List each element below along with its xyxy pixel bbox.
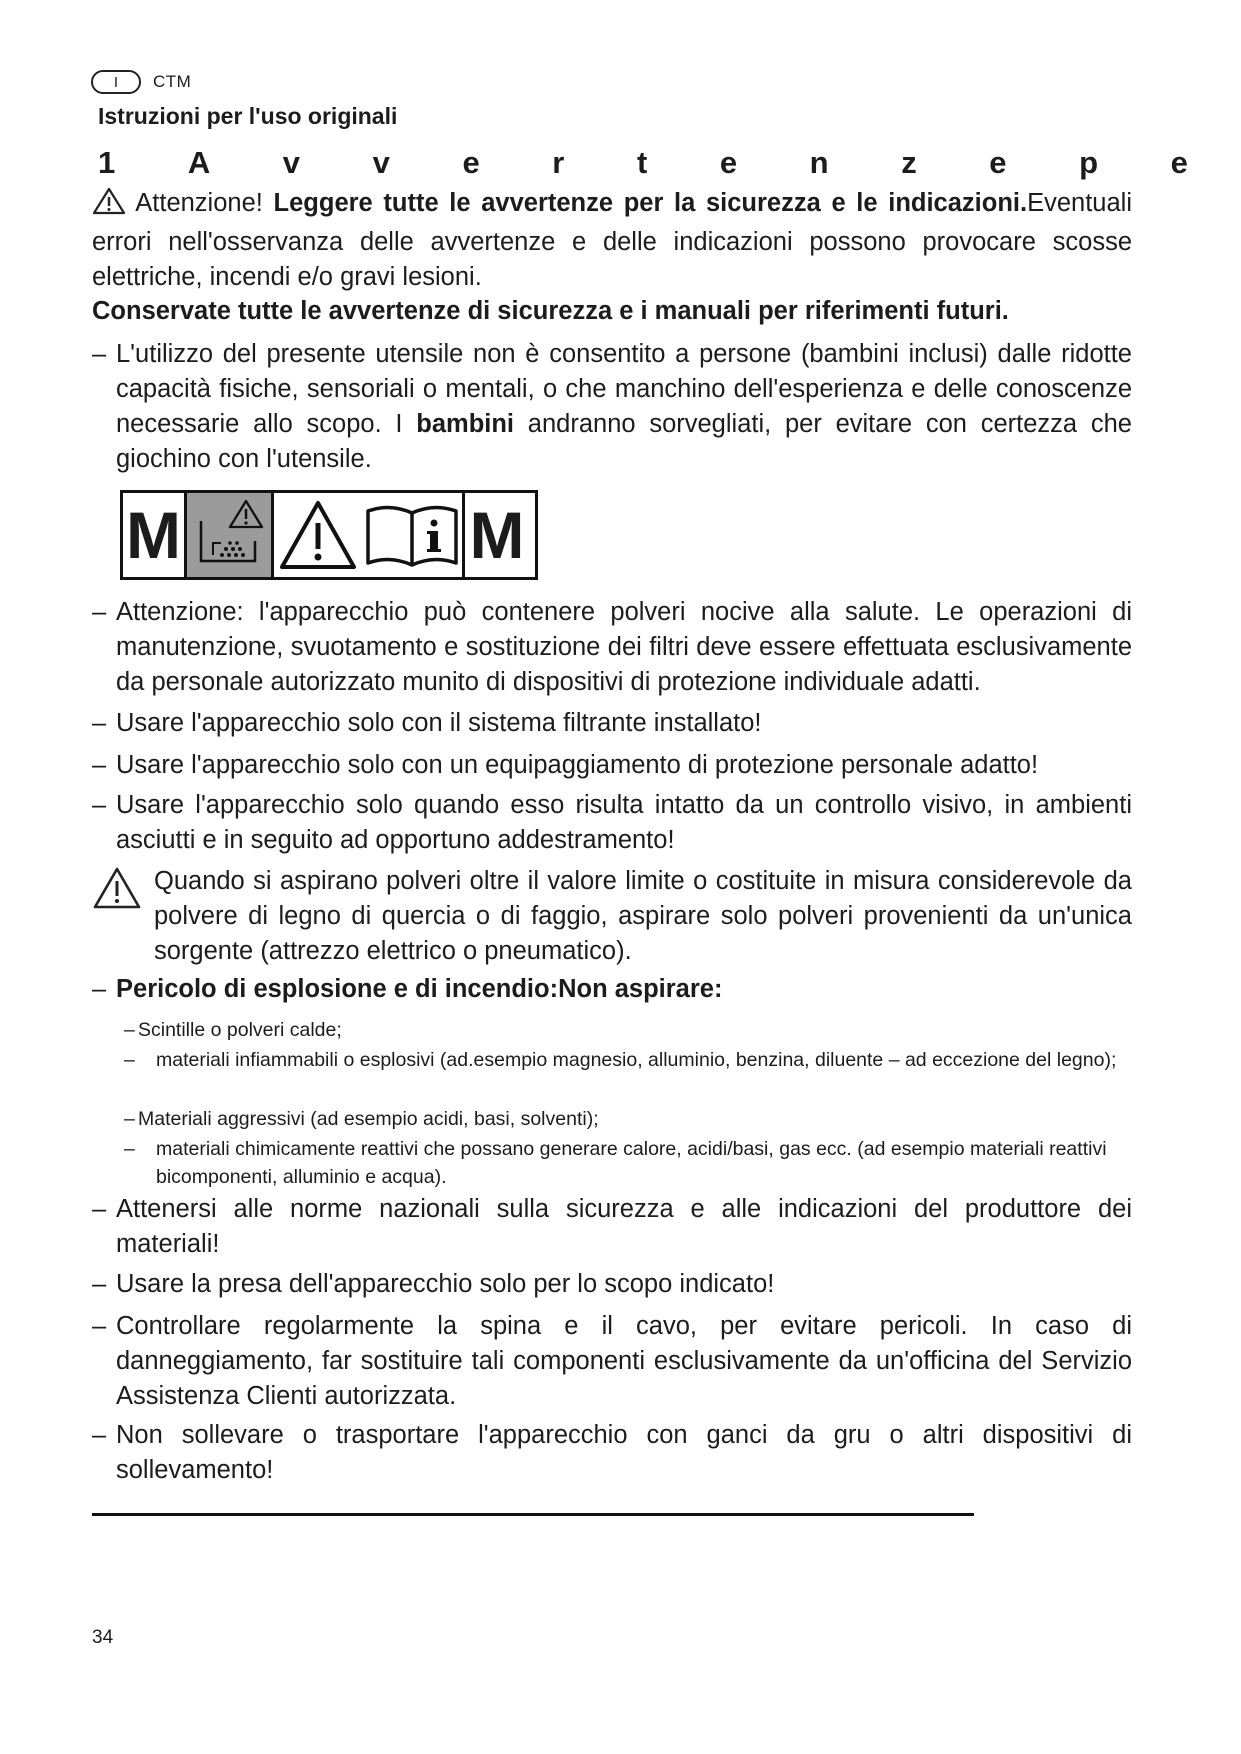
- list-dash: –: [124, 1108, 135, 1130]
- chapter-letter: e: [719, 145, 738, 180]
- dust-class-label: M: [469, 498, 525, 572]
- list-item: [92, 337, 1132, 477]
- chapter-heading: [98, 143, 1188, 183]
- page-number: 34: [92, 1627, 114, 1648]
- intro-warning: [92, 186, 1132, 295]
- sub-item-text: materiali chimicamente reattivi che possano generare calore, acidi/basi, gas ecc. (ad esempio materiali reattivi bicomponenti, alluminio e acqua).: [156, 1138, 1107, 1188]
- dust-container-icon: [187, 493, 274, 577]
- list-dash: –: [124, 1019, 135, 1041]
- list-item: [92, 706, 1132, 741]
- intro-text: Eventuali errori nell'osservanza delle avvertenze e delle indicazioni possono provocare scosse elettriche, incendi e/o gravi lesioni.: [92, 189, 1132, 291]
- model-name: CTM: [153, 72, 192, 91]
- list-dash: –: [92, 751, 107, 779]
- list-dash: –: [92, 1312, 107, 1340]
- item-text: Usare l'apparecchio solo quando esso risulta intatto da un controllo visivo, in ambienti asciutti e in seguito ad opportuno addestramento!: [116, 791, 1132, 854]
- safety-symbols-strip: [120, 490, 538, 580]
- warning-triangle-icon: [274, 493, 362, 577]
- sub-list-item: [124, 1105, 1134, 1133]
- list-item: [92, 1309, 1132, 1414]
- chapter-letter: 1: [98, 145, 116, 180]
- item-text: Controllare regolarmente la spina e il cavo, per evitare pericoli. In caso di danneggiamento, far sostituire tali componenti esclusivamente da un'officina del Servizio Assistenza Clienti autorizzata.: [116, 1312, 1132, 1410]
- chapter-letter: e: [1170, 145, 1188, 180]
- chapter-letter: z: [901, 145, 917, 180]
- item-text: Usare la presa dell'apparecchio solo per lo scopo indicato!: [116, 1270, 775, 1298]
- item-text: Non sollevare o trasportare l'apparecchio con ganci da gru o altri dispositivi di sollevamento!: [116, 1421, 1132, 1484]
- list-item: [92, 595, 1132, 700]
- list-dash: –: [124, 1138, 135, 1160]
- sub-item-text: materiali infiammabili o esplosivi (ad.esempio magnesio, alluminio, benzina, diluente – ad eccezione del legno);: [156, 1049, 1117, 1071]
- country-label: [91, 70, 191, 94]
- chapter-letter: e: [462, 145, 480, 180]
- item-text: Usare l'apparecchio solo con un equipaggiamento di protezione personale adatto!: [116, 751, 1039, 779]
- sub-item-text: Scintille o polveri calde;: [138, 1019, 342, 1041]
- list-dash: –: [92, 1270, 107, 1298]
- dust-class-label: M: [123, 493, 187, 577]
- list-dash: –: [92, 598, 107, 626]
- sub-list-item: [124, 1135, 1134, 1191]
- list-item: [92, 748, 1132, 783]
- chapter-letter: r: [552, 145, 565, 180]
- manual-info-icon: [362, 493, 465, 577]
- list-item: [92, 1418, 1132, 1488]
- chapter-letter: n: [809, 145, 829, 180]
- item-text: Usare l'apparecchio solo con il sistema filtrante installato!: [116, 709, 762, 737]
- item-text: andranno sorvegliati, per evitare con certezza che giochino con l'utensile.: [116, 410, 1132, 473]
- list-dash: –: [92, 1421, 107, 1449]
- section-divider: [92, 1513, 974, 1516]
- chapter-letter: p: [1079, 145, 1099, 180]
- list-dash: –: [92, 709, 107, 737]
- country-badge: I: [91, 70, 141, 94]
- item-text: L'utilizzo del presente utensile non è consentito a persone (bambini inclusi) dalle ridotte capacità fisiche, sensoriali o mentali, o che manchino dell'esperienza e delle conoscenze necessarie allo scopo. I: [116, 340, 1132, 438]
- item-text: Attenzione: l'apparecchio può contenere polveri nocive alla salute. Le operazioni di manutenzione, svuotamento e sostituzione dei filtri deve essere effettuata esclusivamente da personale autorizzato munito di dispositivi di protezione individuale adatti.: [116, 598, 1132, 696]
- keep-instructions-note: Conservate tutte le avvertenze di sicurezza e i manuali per riferimenti futuri.: [92, 297, 1009, 325]
- list-item: [92, 1192, 1132, 1262]
- explosion-heading-text: Pericolo di esplosione e di incendio:Non aspirare:: [116, 975, 723, 1003]
- chapter-letter: e: [989, 145, 1007, 180]
- list-dash: –: [92, 791, 107, 819]
- explosion-heading: [92, 972, 1132, 1007]
- item-bold-text: bambini: [416, 410, 515, 438]
- list-dash: –: [92, 340, 107, 368]
- intro-attention: Attenzione!: [135, 189, 263, 217]
- list-dash: –: [124, 1049, 135, 1071]
- dust-warning-text: Quando si aspirano polveri oltre il valore limite o costituite in misura considerevole da polvere di legno di quercia o di faggio, aspirare solo polveri provenienti da un'unica sorgente (attrezzo elettrico o pneumatico).: [154, 867, 1132, 965]
- chapter-letter: A: [187, 145, 211, 180]
- list-item: [92, 788, 1132, 858]
- item-text: Attenersi alle norme nazionali sulla sicurezza e alle indicazioni del produttore dei materiali!: [116, 1195, 1132, 1258]
- warning-triangle-icon: [92, 866, 148, 936]
- list-dash: –: [92, 1195, 107, 1223]
- chapter-letter: v: [372, 145, 390, 180]
- list-dash: –: [92, 975, 107, 1003]
- chapter-letter: v: [282, 145, 301, 180]
- document-subtitle: Istruzioni per l'uso originali: [98, 103, 398, 129]
- list-item: [92, 1267, 1132, 1302]
- warning-triangle-icon: [92, 187, 126, 225]
- dust-warning: [92, 864, 1132, 969]
- sub-item-text: Materiali aggressivi (ad esempio acidi, basi, solventi);: [138, 1108, 599, 1130]
- sub-list-item: [124, 1046, 1134, 1074]
- chapter-letter: t: [636, 145, 648, 180]
- sub-list-item: [124, 1016, 1134, 1044]
- intro-bold-text: Leggere tutte le avvertenze per la sicurezza e le indicazioni.: [273, 189, 1028, 217]
